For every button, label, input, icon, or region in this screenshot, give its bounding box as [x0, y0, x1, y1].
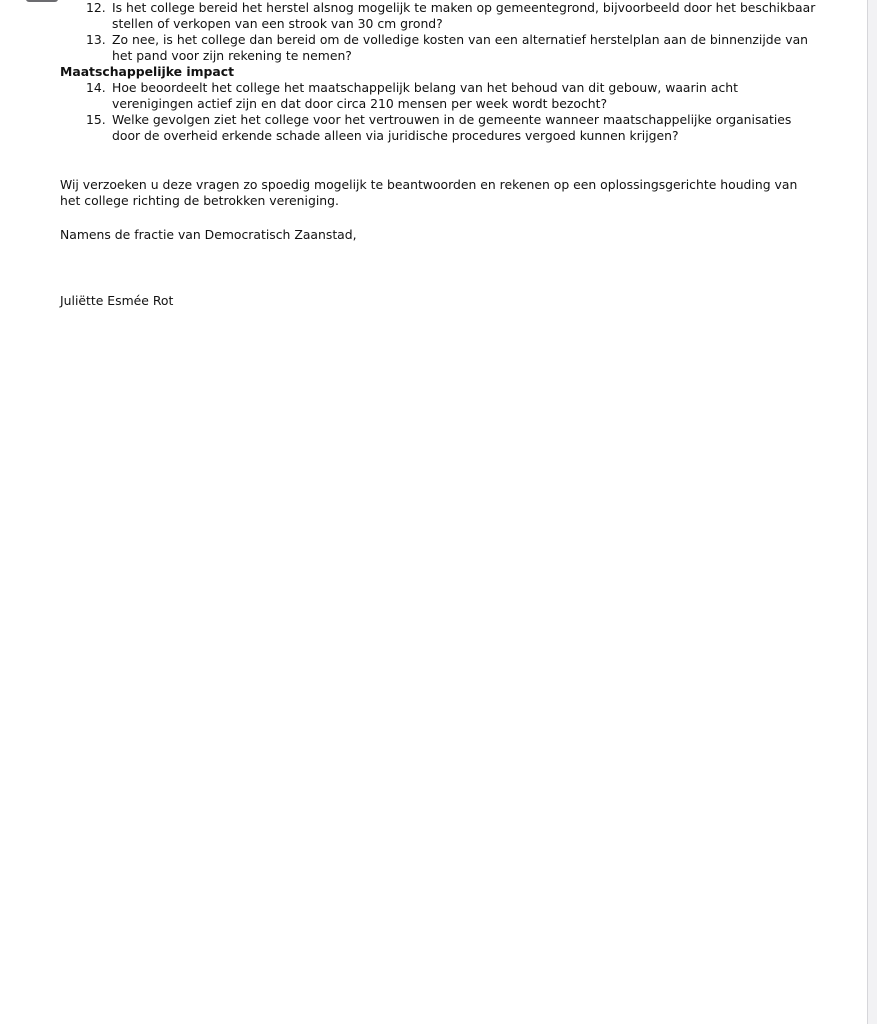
closing-request-paragraph: Wij verzoeken u deze vragen zo spoedig mogelijk te beantwoorden en rekenen op een oplossingsgerichte houding van het college richting de betrokken vereniging.	[60, 177, 798, 208]
question-text: Welke gevolgen ziet het college voor het vertrouwen in de gemeente wanneer maatschappelijke organisaties door de overheid erkende schade alleen via juridische procedures vergoed kunnen krijgen?	[112, 112, 792, 143]
question-number: 14.	[86, 80, 106, 95]
question-number: 12.	[86, 0, 106, 15]
question-item-14	[60, 80, 820, 112]
question-item-12	[60, 0, 820, 32]
page-content	[60, 0, 820, 309]
question-text: Hoe beoordeelt het college het maatschappelijk belang van het behoud van dit gebouw, waarin acht verenigingen actief zijn en dat door circa 210 mensen per week wordt bezocht?	[112, 80, 738, 111]
question-list-part1	[60, 0, 820, 64]
question-item-13	[60, 32, 820, 64]
page-edge-marker	[26, 0, 58, 2]
question-number: 13.	[86, 32, 106, 47]
section-heading: Maatschappelijke impact	[60, 64, 235, 79]
question-text: Is het college bereid het herstel alsnog mogelijk te maken op gemeentegrond, bijvoorbeeld door het beschikbaar stellen of verkopen van een strook van 30 cm grond?	[112, 0, 816, 31]
question-text: Zo nee, is het college dan bereid om de volledige kosten van een alternatief herstelplan aan de binnenzijde van het pand voor zijn rekening te nemen?	[112, 32, 809, 63]
signatory-name: Juliëtte Esmée Rot	[60, 293, 174, 308]
question-item-15	[60, 112, 820, 144]
question-list-part2	[60, 80, 820, 144]
question-number: 15.	[86, 112, 106, 127]
sign-off-line: Namens de fractie van Democratisch Zaanstad,	[60, 227, 357, 242]
